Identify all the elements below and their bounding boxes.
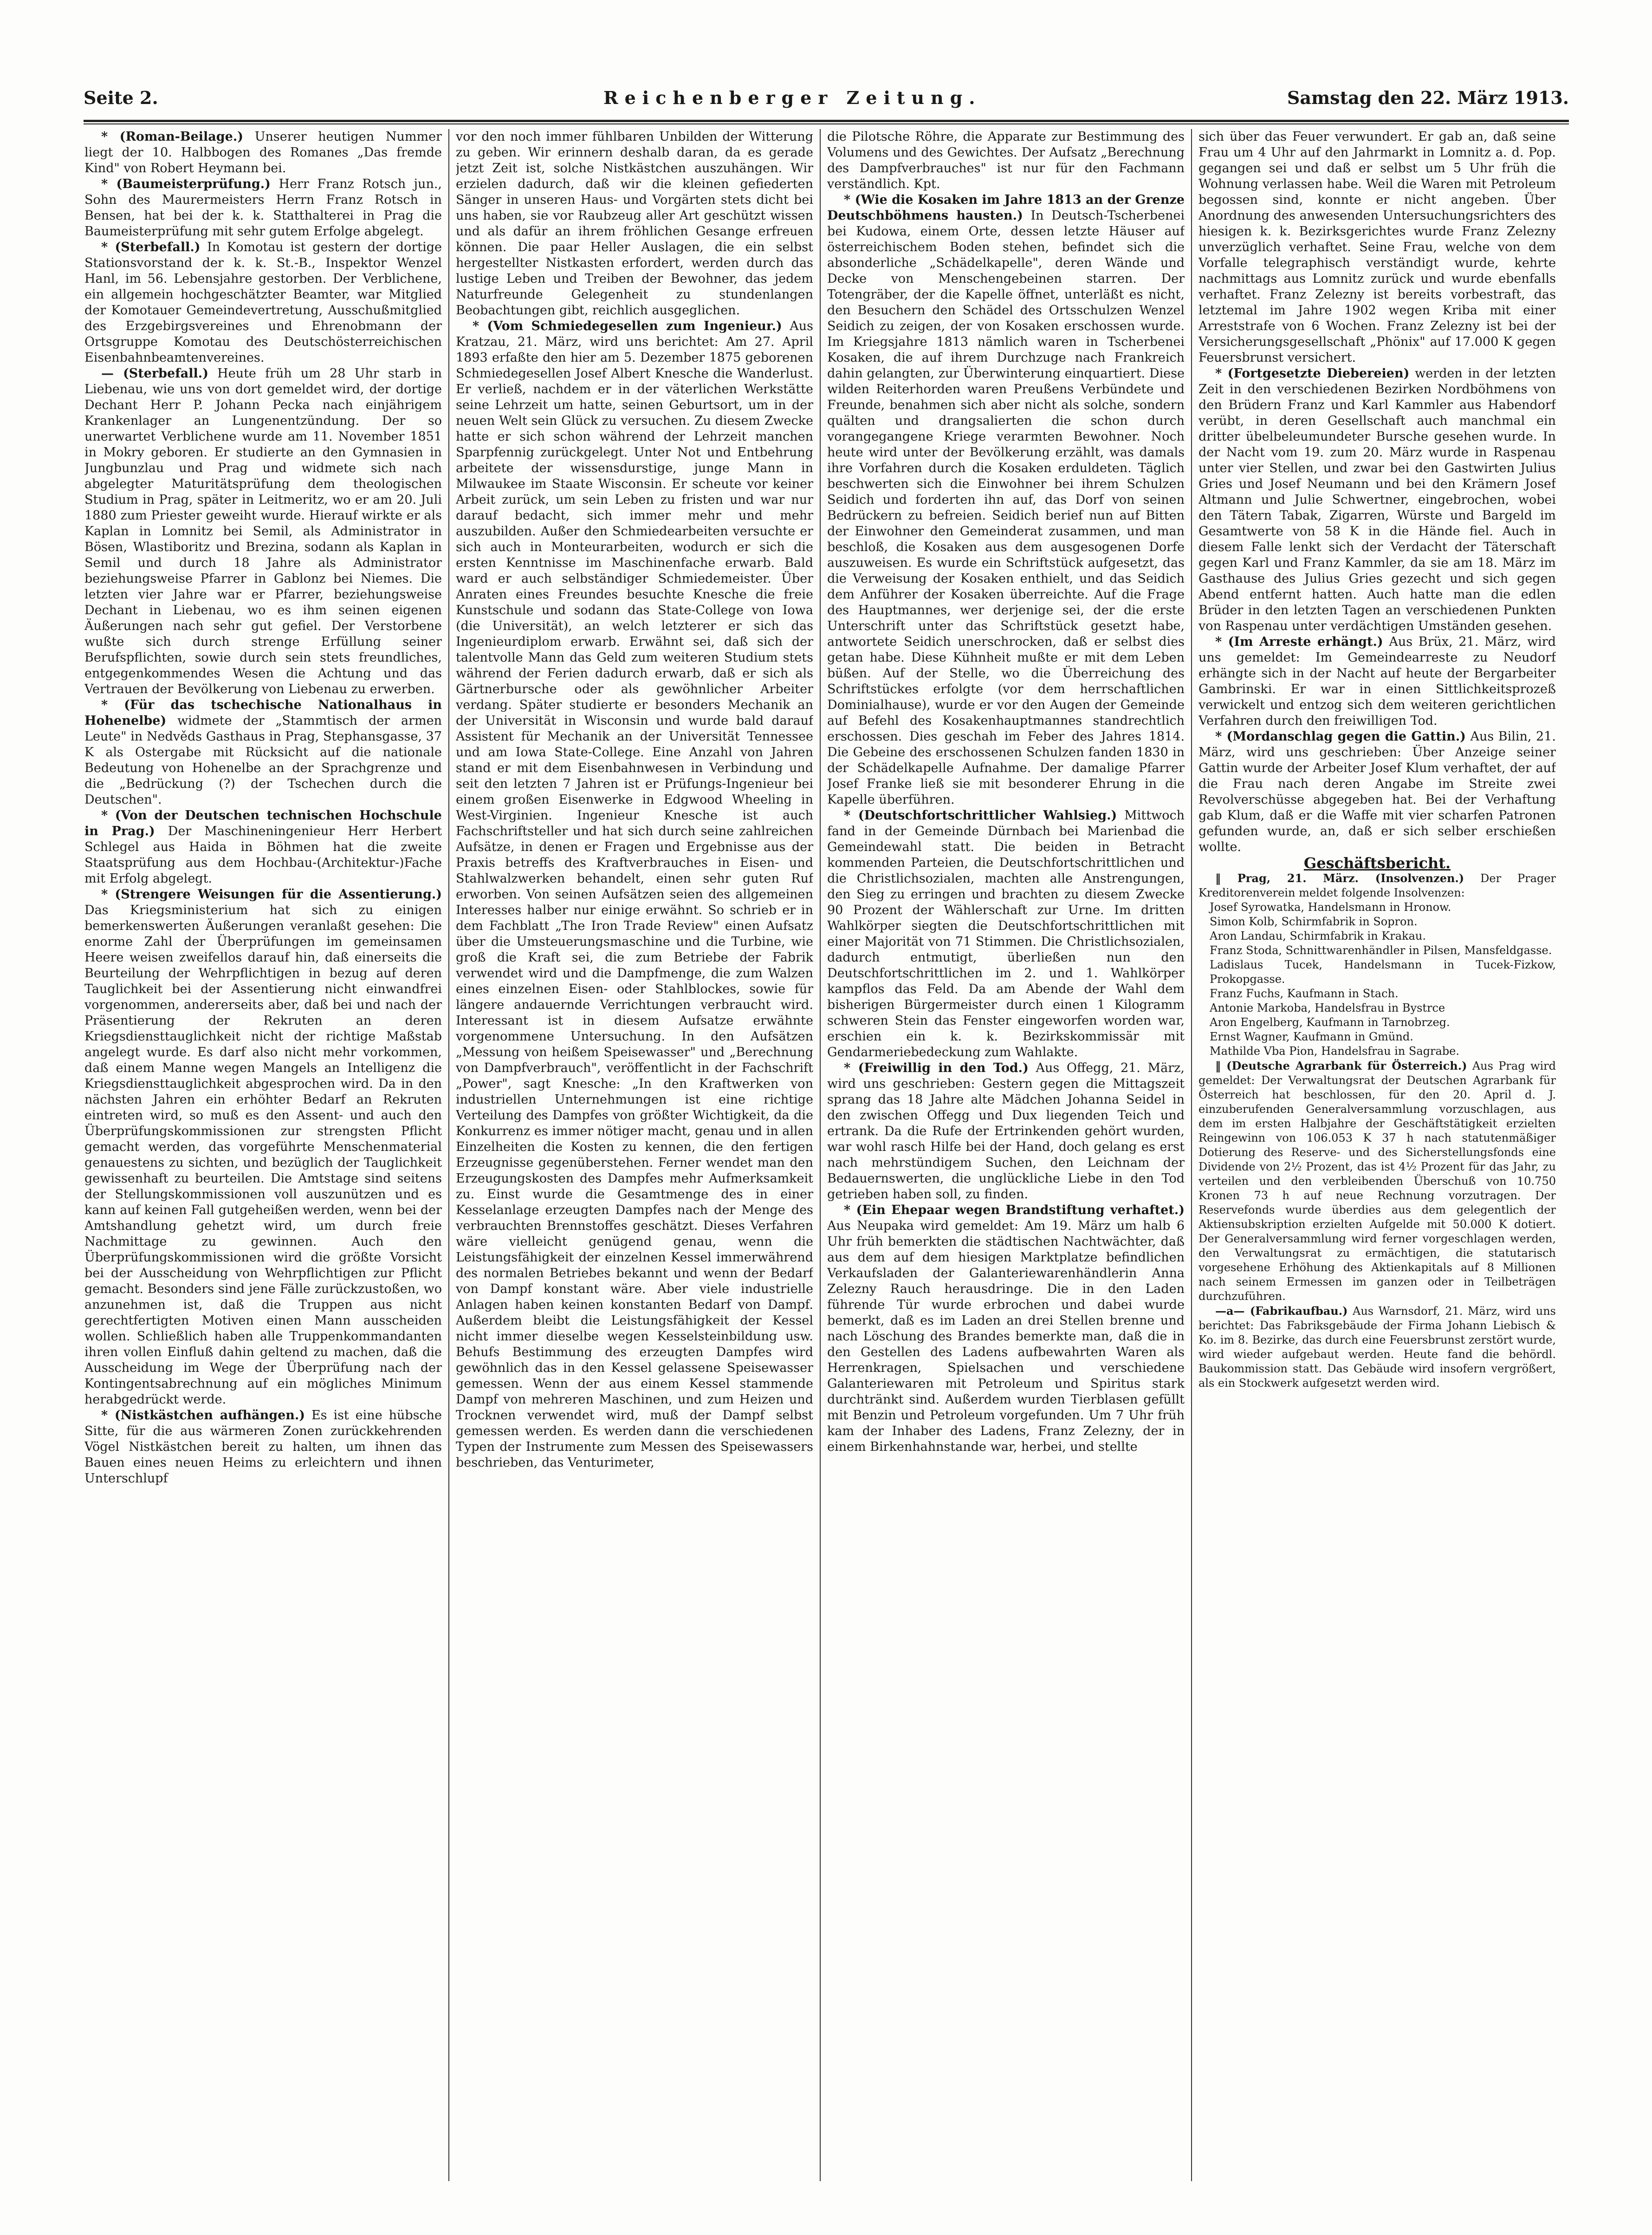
insolvency-entry: Ernst Wagner, Kaufmann in Gmünd. (1210, 1030, 1413, 1043)
insolvency-entry: Antonie Markoba, Handelsfrau in Bystrce (1210, 1001, 1445, 1014)
header-rule-thin (84, 123, 1569, 124)
article-text: die Pilotsche Röhre, die Apparate zur Bestimmung des Volumens und des Gewichtes. Der Aufsatz „Berechnung des Dampfverbrauches" ist nur für den Fachmann verständlich. Kpt. (827, 130, 1185, 191)
article-paragraph (1199, 129, 1556, 366)
column-divider (448, 129, 449, 2181)
article-paragraph (827, 1202, 1185, 1455)
article-text: Aus Offegg, 21. März, wird uns geschrieben: Gestern gegen die Mittagszeit sprang das 18 Jahre alte Mädchen Johanna Seidel in den zwischen Offegg und Dux liegenden Teich und ertrank. Da die Rufe der Ertrinkenden gehört wurden, war wohl rasch Hilfe bei der Hand, doch gelang es erst nach mehrstündigem Suchen, den Leichnam der Bedauernswerten, die unglückliche Liebe in den Tod getrieben haben soll, zu finden. (827, 1061, 1185, 1202)
insolvency-entry: Josef Syrowatka, Handelsmann in Hronow. (1210, 901, 1451, 914)
article-headline: * (Strengere Weisungen für die Assentierung.) (101, 887, 442, 902)
article-headline: * (Im Arreste erhängt.) (1215, 635, 1383, 649)
column-divider (1191, 129, 1192, 2181)
article-headline: * (Wie die Kosaken im Jahre 1813 an der Grenze Deutschböhmens hausten.) (827, 193, 1185, 223)
article-paragraph (1199, 1059, 1556, 1304)
article-paragraph (827, 129, 1185, 192)
article-paragraph (1199, 871, 1556, 900)
article-paragraph (1199, 1304, 1556, 1390)
article-paragraph (1199, 634, 1556, 729)
newspaper-title: Reichenberger Zeitung. (603, 87, 982, 108)
article-paragraph (827, 1060, 1185, 1202)
article-paragraph (456, 318, 813, 1471)
insolvency-entry: Ladislaus Tucek, Handelsmann in Tucek-Fizkow, Prokopgasse. (1210, 958, 1556, 986)
article-paragraph (84, 1408, 442, 1487)
article-headline: * (Roman-Beilage.) (101, 130, 244, 144)
article-paragraph (84, 887, 442, 1408)
article-paragraph (84, 697, 442, 808)
article-text: widmete der „Stammtisch der armen Leute" in Nedvěds Gasthaus in Prag, Stephansgasse, 37 K als Ostergabe mit Rücksicht auf die nationale Bedeutung von Hohenelbe an der Sprachgrenze und die „Bedrückung (?) der Tschechen durch die Deutschen". (84, 714, 442, 807)
article-text: Herr Franz Rotsch jun., Sohn des Maurermeisters Herrn Franz Rotsch in Bensen, hat bei der k. k. Statthalterei in Prag die Baumeisterprüfung mit sehr gutem Erfolge abgelegt. (84, 177, 442, 239)
article-paragraph (456, 129, 813, 318)
article-headline: * (Vom Schmiedegesellen zum Ingenieur.) (473, 319, 782, 333)
page-header (84, 87, 1569, 115)
article-text: Der Maschineningenieur Herr Herbert Schlegel aus Haida in Böhmen hat die zweite Staatsprüfung aus dem Hochbau-(Architektur-)Fache mit Erfolg abgelegt. (84, 824, 442, 886)
article-paragraph (84, 808, 442, 887)
article-paragraph (1199, 366, 1556, 634)
article-headline: —a— (Fabrikaufbau.) (1215, 1304, 1348, 1318)
insolvency-entry: Mathilde Vba Pion, Handelsfrau in Sagrabe. (1210, 1045, 1460, 1058)
article-headline: ‖ Prag, 21. März. (Insolvenzen.) (1215, 871, 1464, 885)
article-paragraph (84, 176, 442, 240)
article-text: Aus Bilin, 21. März, wird uns geschrieben: Über Anzeige seiner Gattin wurde der Arbeiter Josef Klum verhaftet, der auf die Frau nach deren Angabe im Streite zwei Revolverschüsse abgegeben hat. Bei der Verhaftung gab Klum, daß er die Waffe mit vier scharfen Patronen gefunden wurde, an, daß er sich selber erschießen wollte. (1199, 729, 1556, 854)
insolvency-entry: Franz Fuchs, Kaufmann in Stach. (1210, 987, 1399, 1000)
header-rule (84, 120, 1569, 122)
article-headline: * (Für das tschechische Nationalhaus in Hohenelbe) (84, 698, 442, 728)
article-headline: * (Mordanschlag gegen die Gattin.) (1215, 729, 1466, 744)
article-text: In Komotau ist gestern der dortige Stationsvorstand der k. k. St.-B., Inspektor Wenzel Hanl, im 56. Lebensjahre gestorben. Der Verblichene, ein allgemein hochgeschätzter Beamter, war Mitglied der Komotauer Gemeindevertretung, Ausschußmitglied des Erzgebirgsvereines und Ehrenobmann der Ortsgruppe Komotau des Deutschösterreichischen Eisenbahnbeamtenvereines. (84, 240, 442, 365)
article-headline: * (Sterbefall.) (101, 240, 201, 254)
article-paragraph (84, 240, 442, 366)
article-text: Aus Prag wird gemeldet: Der Verwaltungsrat der Deutschen Agrarbank für Österreich hat beschlossen, für den 20. April d. J. einzuberufenden Generalversammlung vorzuschlagen, aus dem im ersten Halbjahre der Geschäftstätigkeit erzielten Reingewinn von 106.053 K 37 h nach statutenmäßiger Dotierung des Reserve- und des Sicherstellungsfonds eine Dividende von 2½ Prozent, das ist 4½ Prozent für das Jahr, zu verteilen und den verbleibenden Überschuß von 10.750 Kronen 73 h auf neue Rechnung vorzutragen. Der Reservefonds wurde überdies aus dem gelegentlich der Aktiensubskription erzielten Aufgelde mit 50.000 K dotiert. Der Generalversammlung wird ferner vorgeschlagen werden, den Verwaltungsrat zu ermächtigen, die statutarisch vorgesehene Erhöhung des Aktienkapitals auf 8 Millionen nach seinem Ermessen im ganzen oder in Teilbeträgen durchzuführen. (1199, 1059, 1556, 1303)
article-text: Aus Neupaka wird gemeldet: Am 19. März um halb 6 Uhr früh bemerkten die städtischen Nachtwächter, daß aus dem auf dem hiesigen Marktplatze befindlichen Verkaufsladen der Galanteriewarenhändlerin Anna Zelezny Rauch herausdringe. Die in den Laden führende Tür wurde erbrochen und dabei wurde bemerkt, daß es im Laden an drei Stellen brenne und nach Löschung des Brandes bemerkte man, daß die in den Gestellen des Ladens aufbewahrten Waren als Herrenkragen, Spielsachen und verschiedene Galanteriewaren mit Petroleum und Spiritus stark durchtränkt sind. Außerdem wurden Tierblasen gefüllt mit Benzin und Petroleum vorgefunden. Um 7 Uhr früh kam der Inhaber des Ladens, Franz Zelezny, der in einem Birkenhahnstande war, herbei, und stellte (827, 1219, 1185, 1454)
article-paragraph (1199, 729, 1556, 855)
article-paragraph (827, 192, 1185, 808)
article-text: Der Prager Kreditorenverein meldet folgende Insolvenzen: (1199, 872, 1556, 899)
article-paragraph (84, 366, 442, 697)
article-headline: * (Von der Deutschen technischen Hochschule in Prag.) (84, 808, 442, 838)
article-text: In Deutsch-Tscherbenei bei Kudowa, einem Orte, dessen letzte Häuser auf österreichischem Boden stehen, befindet sich die absonderliche „Schädelkapelle", deren Wände und Decke von Menschengebeinen starren. Der Totengräber, der die Kapelle öffnet, unterläßt es nicht, den Besuchern den Schädel des Ortsschulzen Wenzel Seidich zu zeigen, der von Kosaken erschossen wurde. Im Kriegsjahre 1813 nämlich waren in Tscherbenei Kosaken, die auf ihrem Durchzuge nach Frankreich dahin gelangten, zur Überwinterung einquartiert. Diese wilden Reiterhorden waren Preußens Verbündete und Freunde, benahmen sich aber nicht als solche, sondern quälten und drangsalierten die schon durch vorangegangene Kriege verarmten Bewohner. Noch heute wird unter der Bevölkerung erzählt, was damals ihre Vorfahren durch die Kosaken erduldeten. Täglich beschwerten sich die Einwohner bei ihrem Schulzen Seidich und forderten ihn auf, das Dorf von seinen Bedrückern zu befreien. Seidich berief nun auf Bitten der Einwohner den Gemeinderat zusammen, und man beschloß, die Kosaken aus dem ausgesogenen Dorfe auszuweisen. Es wurde ein Schriftstück aufgesetzt, das die Verweisung der Kosaken enthielt, und das Seidich dem Anführer der Kosaken überreichte. Auf die Frage des Hauptmannes, wer derjenige sei, der die erste Unterschrift unter das Schriftstück gesetzt habe, antwortete Seidich unerschrocken, daß er selbst dies getan habe. Diese Kühnheit mußte er mit dem Leben büßen. Auf der Stelle, wo die Überreichung des Schriftstückes erfolgte (vor dem herrschaftlichen Dominialhause), wurde er vor den Augen der Gemeinde auf Befehl des Kosakenhauptmannes standrechtlich erschossen. Dies geschah im Feber des Jahres 1814. Die Gebeine des erschossenen Schulzen fanden 1830 in der Schädelkapelle Aufnahme. Der damalige Pfarrer Josef Franke ließ sie mit besonderer Ehrung in die Kapelle überführen. (827, 208, 1185, 807)
insolvency-entry: Aron Engelberg, Kaufmann in Tarnobrzeg. (1210, 1016, 1450, 1029)
insolvency-entry: Franz Stoda, Schnittwarenhändler in Pilsen, Mansfeldgasse. (1210, 944, 1552, 957)
insolvency-entry: Aron Landau, Schirmfabrik in Krakau. (1210, 929, 1426, 942)
article-paragraph (84, 129, 442, 176)
article-headline: * (Ein Ehepaar wegen Brandstiftung verhaftet.) (844, 1203, 1185, 1217)
article-text: Aus Kratzau, 21. März, wird uns berichtet: Am 27. April 1893 erfaßte den hier am 5. Dezember 1875 geborenen Schmiedegesellen Josef Albert Knesche die Wanderlust. Er verließ, nachdem er in der väterlichen Werkstätte seine Lehrzeit um hatte, seinen Geburtsort, um in der neuen Welt sein Glück zu versuchen. Zu diesem Zwecke hatte er sich schon während der Lehrzeit manchen Sparpfennig zurückgelegt. Unter Not und Entbehrung arbeitete der wissensdurstige, junge Mann in Milwaukee im Staate Wisconsin. Er scheute vor keiner Arbeit zurück, um sein Leben zu fristen und war nur darauf bedacht, sich immer mehr und mehr auszubilden. Außer den Schmiedearbeiten versuchte er sich auch in Monteurarbeiten, wodurch er sich die ersten Kenntnisse im Maschinenfache erwarb. Bald ward er auch selbständiger Schmiedemeister. Über Anraten eines Freundes besuchte Knesche die freie Kunstschule und sodann das State-College von Iowa (die Universität), an welch letzterer er sich das Ingenieurdiplom erwarb. Erwähnt sei, daß sich der talentvolle Mann das Geld zum weiteren Studium stets während der Ferien dadurch erwarb, daß er sich als Gärtnerbursche oder als gewöhnlicher Arbeiter verdang. Später studierte er besonders Mechanik an der Universität in Wisconsin und wurde bald darauf Assistent für Mechanik an der Universität Tennessee und am Iowa State-College. Eine Anzahl von Jahren stand er mit dem Eisenbahnwesen in Verbindung und seit den letzten 7 Jahren ist er Prüfungs-Ingenieur bei einem großen Eisenwerke in Edgwood Wheeling in West-Virginien. Ingenieur Knesche ist auch Fachschriftsteller und hat sich durch seine zahlreichen Aufsätze, in denen er Fragen und Ergebnisse aus der Praxis betreffs des Kraftverbrauches in Eisen- und Stahlwalzwerken behandelt, einen sehr guten Ruf erworben. Von seinen Aufsätzen seien des allgemeinen Interesses halber nur einige erwähnt. So schrieb er in dem Fachblatt „The Iron Trade Review" einen Aufsatz über die Umsteuerungsmaschine und die Turbine, wie groß die Kraft sei, die zum Betriebe der Fabrik verwendet wird und die Dampfmenge, die zum Walzen eines einzelnen Eisen- oder Stahlblockes, sowie für längere andauernde Verrichtungen verbraucht wird. Interessant ist in diesem Aufsatze erwähnte vorgenommene Untersuchung. In den Aufsätzen „Messung von heißem Speisewasser" und „Berechnung von Dampfverbrauch", veröffentlicht in der Fachschrift „Power", sagt Knesche: „In den Kraftwerken von industriellen Unternehmungen ist eine richtige Verteilung des Dampfes von größter Wichtigkeit, da die Konkurrenz es immer nötiger macht, genau und in allen Einzelheiten die Kosten zu kennen, die den fertigen Erzeugnisse gegenüberstehen. Ferner wendet man den Erzeugungskosten des Dampfes mehr Aufmerksamkeit zu. Einst wurde die Gesamtmenge des in einer Kesselanlage erzeugten Dampfes nach der Menge des verbrauchten Brennstoffes geschätzt. Dieses Verfahren wäre vielleicht genügend genau, wenn die Leistungsfähigkeit der einzelnen Kessel immerwährend des normalen Betriebes bekannt und wenn der Bedarf von Dampf konstant wäre. Aber viele industrielle Anlagen haben keinen konstanten Bedarf von Dampf. Außerdem bleibt die Leistungsfähigkeit der Kessel nicht immer dieselbe wegen Kesselsteinbildung usw. Behufs Bestimmung des erzeugten Dampfes wird gewöhnlich das in den Kessel gelassene Speisewasser gemessen. Wenn der aus einem Kessel stammende Dampf von mehreren Maschinen, und zum Heizen und Trocknen verwendet wird, muß der Dampf selbst gemessen werden. Es werden dann die verschiedenen Typen der Instrumente zum Messen des Speisewassers beschrieben, das Venturimeter, (456, 319, 813, 1470)
article-text: Unserer heutigen Nummer liegt der 10. Halbbogen des Romanes „Das fremde Kind" von Robert Heymann bei. (84, 130, 442, 175)
column-2 (456, 129, 813, 2181)
article-text: Es ist eine hübsche Sitte, für die aus wärmeren Zonen zurückkehrenden Vögel Nistkästchen bereit zu halten, um ihnen das Bauen eines neuen Heims zu erleichtern und ihnen Unterschlupf (84, 1408, 442, 1486)
insolvency-entry: Simon Kolb, Schirmfabrik in Sopron. (1210, 915, 1418, 928)
article-headline: * (Fortgesetzte Diebereien) (1215, 366, 1410, 381)
article-text: Mittwoch fand in der Gemeinde Dürnbach bei Marienbad die Gemeindewahl statt. Die beiden in Betracht kommenden Parteien, die Deutschfortschrittlichen und die Christlichsozialen, machten alle Anstrengungen, den Sieg zu erringen und brachten zu diesem Zwecke 90 Prozent der Wählerschaft zur Urne. Im dritten Wahlkörper siegten die Deutschfortschrittlichen mit einer Majorität von 71 Stimmen. Die Christlichsozialen, dadurch entmutigt, überließen nun den Deutschfortschrittlichen im 2. und 1. Wahlkörper kampflos das Feld. Da am Abende der Wahl dem bisherigen Bürgermeister durch einen 1 Kilogramm schweren Stein das Fenster eingeworfen worden war, erschien ein k. k. Bezirkskommissär mit Gendarmeriebedeckung zum Wahlakte. (827, 808, 1185, 1059)
article-text: Aus Brüx, 21. März, wird uns gemeldet: Im Gemeindearreste zu Neudorf erhängte sich in der Nacht auf heute der Bergarbeiter Gambrinski. Er war in einen Sittlichkeitsprozeß verwickelt und entzog sich dem weiteren gerichtlichen Verfahren durch den freiwilligen Tod. (1199, 635, 1556, 728)
section-title: Geschäftsbericht. (1303, 854, 1451, 872)
column-1 (84, 129, 442, 2181)
column-4 (1199, 129, 1556, 2181)
article-text: Das Kriegsministerium hat sich zu einigen bemerkenswerten Äußerungen veranlaßt gesehen: Die enorme Zahl der Überprüfungen im gemeinsamen Heere weisen zweifellos darauf hin, daß einerseits die Beurteilung der Wehrpflichtigen in bezug auf deren Tauglichkeit bei der Assentierung nicht einwandfrei vorgenommen, andererseits aber, daß bei und nach der Präsentierung der Rekruten an deren Kriegsdiensttauglichkeit nicht der richtige Maßstab angelegt wurde. Es darf also nicht mehr vorkommen, daß einem Manne wegen Mangels an Intelligenz die Kriegsdiensttauglichkeit abgesprochen wird. Da in den nächsten Jahren ein erhöhter Bedarf an Rekruten eintreten wird, so muß es den Assent- und auch den Überprüfungskommissionen zur strengsten Pflicht gemacht werden, das vorgeführte Menschenmaterial genauestens zu sichten, und bezüglich der Tauglichkeit gewissenhaft zu beurteilen. Die Amtstage sind seitens der Stellungskommissionen voll auszunützen und es kann auf keinen Fall gutgeheißen werden, wenn bei der Amtshandlung gehetzt wird, um durch freie Nachmittage zu gewinnen. Auch den Überprüfungskommissionen wird die größte Vorsicht bei der Ausscheidung von Wehrpflichtigen zur Pflicht gemacht. Besonders sind jene Fälle zurückzustoßen, wo anzunehmen ist, daß die Truppen aus nicht gerechtfertigten Motiven einen Mann ausscheiden wollen. Schließlich haben alle Truppenkommandanten ihren vollen Einfluß dahin geltend zu machen, daß die Ausscheidung im Wege der Überprüfung nach der Kontingentsabrechnung auf ein mögliches Minimum herabgedrückt werde. (84, 903, 442, 1407)
article-paragraph (827, 808, 1185, 1060)
article-headline: * (Deutschfortschrittlicher Wahlsieg.) (844, 808, 1117, 823)
article-headline: ‖ (Deutsche Agrarbank für Österreich.) (1215, 1059, 1467, 1072)
page-number: Seite 2. (84, 87, 158, 108)
article-headline: * (Freiwillig in den Tod.) (844, 1061, 1029, 1075)
article-headline: — (Sterbefall.) (101, 366, 208, 381)
issue-date: Samstag den 22. März 1913. (1287, 87, 1569, 108)
article-text: Aus Warnsdorf, 21. März, wird uns berichtet: Das Fabriksgebäude der Firma Johann Liebisch & Ko. im 8. Bezirke, das durch eine Feuersbrunst zerstört wurde, wird wieder aufgebaut werden. Heute fand die behördl. Baukommission statt. Das Gebäude wird insofern vergrößert, als ein Stockwerk aufgesetzt werden wird. (1199, 1305, 1556, 1390)
article-headline: * (Nistkästchen aufhängen.) (101, 1408, 305, 1423)
article-text: werden in der letzten Zeit in den verschiedenen Bezirken Nordböhmens von den Brüdern Franz und Karl Kammler aus Habendorf verübt, in deren Gesellschaft auch manchmal ein dritter übelbeleumundeter Bursche gesehen wurde. In der Nacht vom 19. zum 20. März wurde in Raspenau unter vier Stellen, und zwar bei den Gastwirten Julius Gries und Josef Neumann und bei den Krämern Josef Altmann und Julie Schwertner, eingebrochen, wobei den Tätern Tabak, Zigarren, Würste und Bargeld im Gesamtwerte von 58 K in die Hände fiel. Auch in diesem Falle lenkt sich der Verdacht der Täterschaft gegen Karl und Franz Kammler, da sie am 18. März im Gasthause des Julius Gries gezecht und sich gegen Abend entfernt hatten. Auch hatte man die edlen Brüder in den letzten Tagen an verschiedenen Punkten von Raspenau unter verdächtigen Umständen gesehen. (1199, 366, 1556, 633)
column-divider (820, 129, 821, 2181)
column-3 (827, 129, 1185, 2181)
article-text: vor den noch immer fühlbaren Unbilden der Witterung zu geben. Wir erinnern deshalb daran, da es gerade jetzt Zeit ist, solche Nistkästchen auszuhängen. Wir erzielen dadurch, daß wir die kleinen gefiederten Sänger in unseren Haus- und Vorgärten stets dicht bei uns haben, sie vor Raubzeug aller Art geschützt wissen und als dafür an ihrem fröhlichen Gesange erfreuen können. Die paar Heller Auslagen, die ein selbst hergestellter Nistkasten erfordert, werden durch das lustige Leben und Treiben der Bewohner, das jedem Naturfreunde Gelegenheit zu stundenlangen Beobachtungen gibt, reichlich ausgeglichen. (456, 130, 813, 318)
article-text: Heute früh um 28 Uhr starb in Liebenau, wie uns von dort gemeldet wird, der dortige Dechant Herr P. Johann Pecka nach einjährigem Krankenlager an Lungenentzündung. Der so unerwartet Verblichene wurde am 11. November 1851 in Mokry geboren. Er studierte an den Gymnasien in Jungbunzlau und Prag und widmete sich nach abgelegter Maturitätsprüfung dem theologischen Studium in Prag, später in Leitmeritz, wo er am 20. Juli 1880 zum Priester geweiht wurde. Hierauf wirkte er als Kaplan in Lomnitz bei Semil, als Administrator in Bösen, Wlastiboritz und Brezina, sodann als Kaplan in Semil und durch 18 Jahre als Administrator beziehungsweise Pfarrer in Gablonz bei Niemes. Die letzten vier Jahre war er Pfarrer, beziehungsweise Dechant in Liebenau, wo es ihm seinen eigenen Äußerungen nach sehr gut gefiel. Der Verstorbene wußte sich durch strenge Erfüllung seiner Berufspflichten, sowie durch sein stets freundliches, entgegenkommendes Wesen die Achtung und das Vertrauen der Bevölkerung von Liebenau zu erwerben. (84, 366, 442, 696)
article-text: sich über das Feuer verwundert. Er gab an, daß seine Frau um 4 Uhr auf den Jahrmarkt in Lomnitz a. d. Pop. gegangen sei und daß er selbst um 5 Uhr früh die Wohnung verlassen habe. Weil die Waren mit Petroleum begossen sind, konnte er nicht angeben. Über Anordnung des anwesenden Untersuchungsrichters des hiesigen k. k. Bezirksgerichtes wurde Franz Zelezny unverzüglich verhaftet. Seine Frau, welche von dem Vorfalle telegraphisch verständigt wurde, kehrte nachmittags aus Lomnitz zurück und wurde ebenfalls verhaftet. Franz Zelezny ist bereits vorbestraft, das letztemal im Jahre 1902 wegen Kriba mit einer Arreststrafe von 6 Wochen. Franz Zelezny ist bei der Versicherungsgesellschaft „Phönix" auf 17.000 K gegen Feuersbrunst versichert. (1199, 130, 1556, 365)
article-headline: * (Baumeisterprüfung.) (101, 177, 271, 191)
